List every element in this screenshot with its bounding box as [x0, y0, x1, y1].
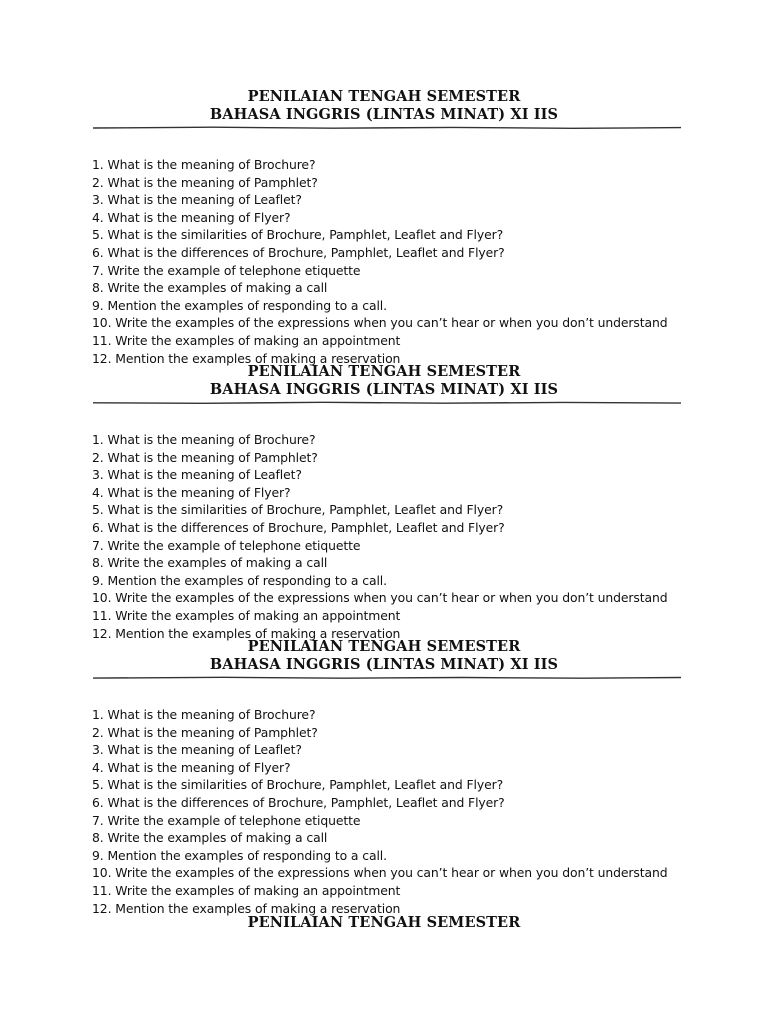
- question-item: 7. Write the example of telephone etiquette: [92, 812, 361, 828]
- question-item: 8. Write the examples of making a call: [92, 830, 328, 846]
- horizontal-rule: [93, 676, 681, 680]
- section-subtitle: BAHASA INGGRIS (LINTAS MINAT) XI IIS: [209, 656, 559, 673]
- question-item: 11. Write the examples of making an appointment: [92, 882, 401, 898]
- question-item: 6. What is the differences of Brochure, Pamphlet, Leaflet and Flyer?: [92, 244, 505, 260]
- question-item: 3. What is the meaning of Leaflet?: [92, 192, 302, 208]
- question-item: 2. What is the meaning of Pamphlet?: [92, 724, 318, 740]
- question-item: 11. Write the examples of making an appointment: [92, 607, 401, 623]
- question-item: 12. Mention the examples of making a reservation: [92, 625, 401, 641]
- question-list: [92, 156, 768, 367]
- question-item: 4. What is the meaning of Flyer?: [92, 209, 291, 225]
- horizontal-rule: [93, 401, 681, 405]
- section-subtitle: BAHASA INGGRIS (LINTAS MINAT) XI IIS: [209, 106, 559, 123]
- question-item: 1. What is the meaning of Brochure?: [92, 707, 316, 722]
- question-item: 8. Write the examples of making a call: [92, 555, 328, 571]
- question-item: 11. Write the examples of making an appointment: [92, 332, 401, 348]
- section-title: PENILAIAN TENGAH SEMESTER: [247, 638, 521, 655]
- exam-section-3: [0, 638, 768, 917]
- question-item: 7. Write the example of telephone etiquette: [92, 262, 361, 278]
- exam-section-2: [0, 363, 768, 642]
- section-title: PENILAIAN TENGAH SEMESTER: [247, 363, 521, 380]
- question-item: 6. What is the differences of Brochure, Pamphlet, Leaflet and Flyer?: [92, 794, 505, 810]
- exam-section-4: [0, 914, 768, 932]
- question-item: 1. What is the meaning of Brochure?: [92, 432, 316, 447]
- question-item: 10. Write the examples of the expressions when you can’t hear or when you don’t understand: [92, 865, 668, 881]
- question-item: 5. What is the similarities of Brochure, Pamphlet, Leaflet and Flyer?: [92, 777, 504, 793]
- question-list: [92, 431, 768, 642]
- question-item: 9. Mention the examples of responding to a call.: [92, 572, 387, 588]
- section-subtitle: BAHASA INGGRIS (LINTAS MINAT) XI IIS: [209, 381, 559, 398]
- question-item: 5. What is the similarities of Brochure, Pamphlet, Leaflet and Flyer?: [92, 502, 504, 518]
- question-item: 10. Write the examples of the expressions when you can’t hear or when you don’t understand: [92, 315, 668, 331]
- horizontal-rule: [93, 126, 681, 130]
- exam-section-1: [0, 88, 768, 367]
- question-item: 9. Mention the examples of responding to a call.: [92, 297, 387, 313]
- question-item: 3. What is the meaning of Leaflet?: [92, 742, 302, 758]
- question-item: 4. What is the meaning of Flyer?: [92, 759, 291, 775]
- question-item: 5. What is the similarities of Brochure, Pamphlet, Leaflet and Flyer?: [92, 227, 504, 243]
- question-item: 12. Mention the examples of making a reservation: [92, 900, 401, 916]
- question-item: 2. What is the meaning of Pamphlet?: [92, 449, 318, 465]
- section-title: PENILAIAN TENGAH SEMESTER: [247, 88, 521, 105]
- section-title: PENILAIAN TENGAH SEMESTER: [247, 914, 521, 931]
- question-item: 3. What is the meaning of Leaflet?: [92, 467, 302, 483]
- question-list: [92, 706, 768, 917]
- question-item: 8. Write the examples of making a call: [92, 280, 328, 296]
- question-item: 1. What is the meaning of Brochure?: [92, 157, 316, 172]
- question-item: 2. What is the meaning of Pamphlet?: [92, 174, 318, 190]
- question-item: 9. Mention the examples of responding to a call.: [92, 847, 387, 863]
- question-item: 6. What is the differences of Brochure, Pamphlet, Leaflet and Flyer?: [92, 519, 505, 535]
- question-item: 7. Write the example of telephone etiquette: [92, 537, 361, 553]
- question-item: 4. What is the meaning of Flyer?: [92, 484, 291, 500]
- question-item: 12. Mention the examples of making a reservation: [92, 350, 401, 366]
- question-item: 10. Write the examples of the expressions when you can’t hear or when you don’t understand: [92, 590, 668, 606]
